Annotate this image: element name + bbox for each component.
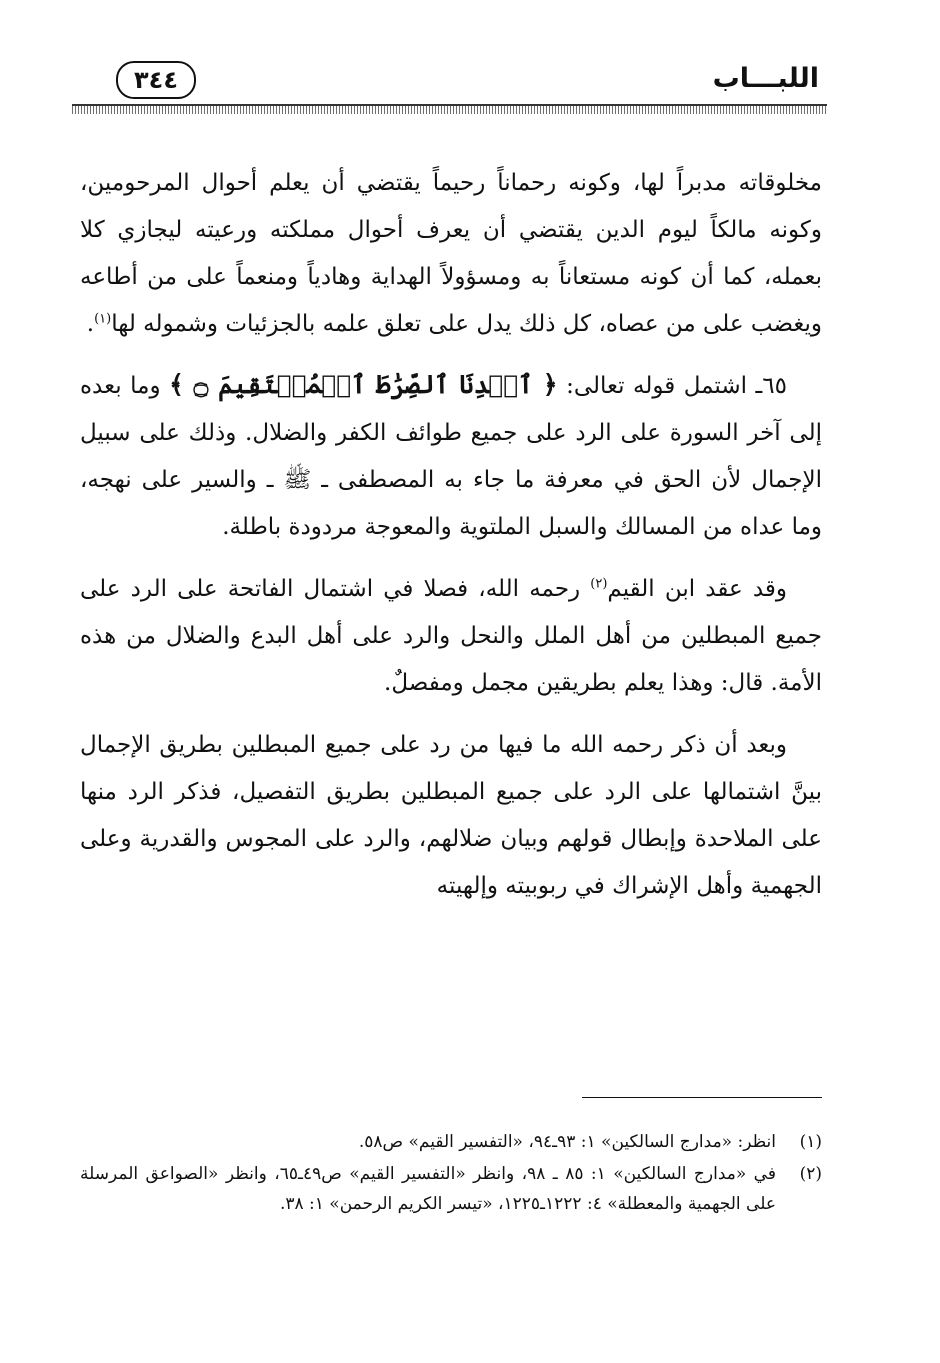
paragraph-1-text: مخلوقاته مدبراً لها، وكونه رحماناً رحيماً يقتضي أن يعلم أحوال المرحومين، وكونه مالكاً ليوم الدين يقتضي أن يعرف أحوال مملكته ورعيته ليجازي كلا بعمله، كما أن كونه مستعاناً به ومسؤولاً الهداية وهادياً ومنعماً على من أطاعه ويغضب على من عصاه، كل ذلك يدل على تعلق علمه بالجزئيات وشموله لها [80, 170, 822, 337]
footnote-1 [80, 1127, 822, 1157]
page-number: ٣٤٤ [116, 61, 196, 99]
quran-verse: ﴿ ٱهۡدِنَا ٱلصِّرَٰطَ ٱلۡمُسۡتَقِيمَ ۝ ﴾ [169, 370, 558, 399]
footnotes [80, 1127, 822, 1221]
running-title: اللبـــاب [712, 63, 819, 94]
footnote-ref-1: (١) [94, 311, 112, 327]
paragraph-3-start: وقد عقد ابن القيم [607, 576, 787, 602]
main-text [80, 160, 822, 925]
paragraph-4 [80, 722, 822, 910]
paragraph-2-rest: وما بعده إلى آخر السورة على الرد على جميع طوائف الكفر والضلال. وذلك على سبيل الإجمال لأن الحق في معرفة ما جاء به المصطفى ـ ﷺ ـ والسير على نهجه، وما عداه من المسالك والسبل الملتوية والمعوجة مردودة باطلة. [80, 373, 822, 540]
footnote-2-marker: (٢) [799, 1164, 822, 1184]
footnote-2 [80, 1159, 822, 1219]
paragraph-3 [80, 566, 822, 707]
footnote-separator [582, 1097, 822, 1098]
paragraph-1 [80, 160, 822, 348]
running-header [72, 55, 827, 105]
footnote-2-text: في «مدارج السالكين» ١: ٨٥ ـ ٩٨، وانظر «التفسير القيم» ص٤٩ـ٦٥، وانظر «الصواعق المرسلة على الجهمية والمعطلة» ٤: ١٢٢٢ـ١٢٢٥، «تيسر الكريم الرحمن» ١: ٣٨. [80, 1164, 776, 1214]
paragraph-2 [80, 361, 822, 551]
header-rule [72, 104, 827, 114]
footnote-1-marker: (١) [799, 1132, 822, 1152]
paragraph-1-end: . [86, 311, 95, 337]
paragraph-2-start: ٦٥ـ اشتمل قوله تعالى: [557, 373, 787, 399]
footnote-ref-2: (٢) [590, 576, 608, 592]
paragraph-4-text: وبعد أن ذكر رحمه الله ما فيها من رد على جميع المبطلين بطريق الإجمال بينَّ اشتمالها على الرد على جميع المبطلين بطريق التفصيل، فذكر الرد منها على الملاحدة وإبطال قولهم وبيان ضلالهم، والرد على المجوس والقدرية وعلى الجهمية وأهل الإشراك في ربوبيته وإلهيته [80, 732, 822, 899]
paragraph-3-rest: رحمه الله، فصلا في اشتمال الفاتحة على الرد على جميع المبطلين من أهل الملل والنحل والرد على أهل البدع والضلال من هذه الأمة. قال: وهذا يعلم بطريقين مجمل ومفصلٌ. [80, 576, 822, 696]
footnote-1-text: انظر: «مدارج السالكين» ١: ٩٣ـ٩٤، «التفسير القيم» ص٥٨. [358, 1132, 776, 1152]
